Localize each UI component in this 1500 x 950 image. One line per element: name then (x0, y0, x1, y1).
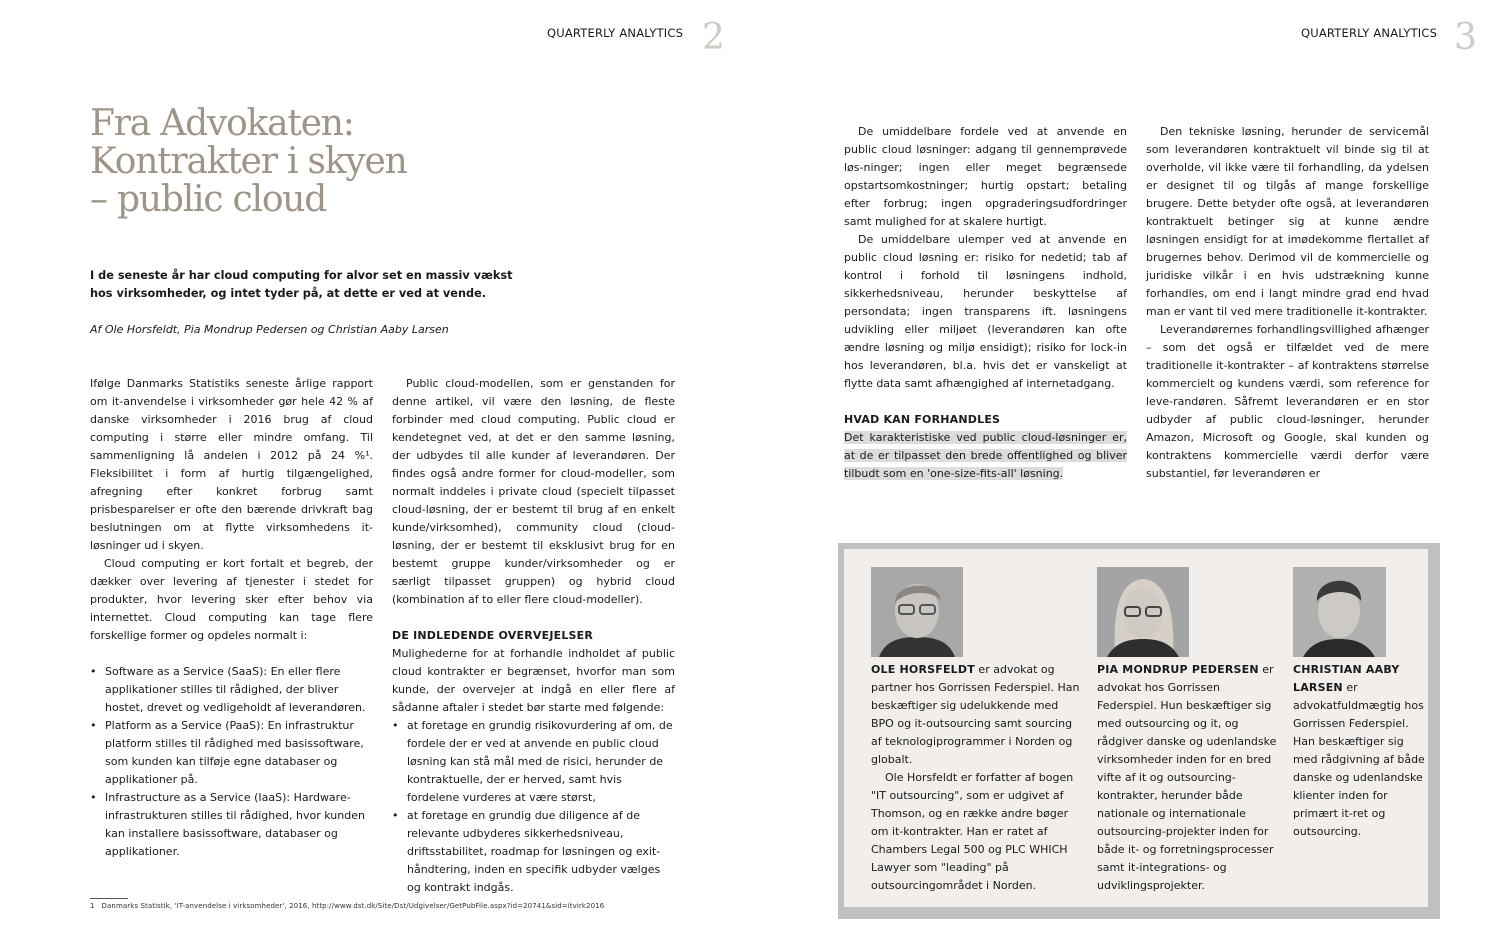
author-name: CHRISTIAN AABY LARSEN (1293, 663, 1400, 694)
author-bio-pia-mondrup-pedersen (1097, 661, 1282, 895)
paragraph: Mulighederne for at forhandle indholdet af public cloud kontrakter er begrænset, hvorfor man som kunde, der overvejer at indgå en eller flere af sådanne aftaler i stedet bør starte med følgende: (392, 647, 675, 714)
considerations-list (392, 717, 675, 897)
running-head-right: QUARTERLY ANALYTICS (1301, 26, 1438, 40)
author-photo-christian-aaby-larsen (1293, 567, 1386, 657)
section-heading: HVAD KAN FORHANDLES (844, 413, 1001, 426)
paragraph: De umiddelbare fordele ved at anvende en public cloud løsninger: adgang til gennemprøvede løs-ninger; ingen eller meget begrænsede opstartsomkostninger; hurtig opstart; betaling efter forbrug; ingen opgraderingsudfordringer samt mulighed for at skalere hurtigt. (844, 125, 1127, 228)
portrait-icon (871, 567, 963, 657)
left-column-1 (90, 375, 373, 861)
list-item: • Software as a Service (SaaS): En eller flere applikationer stilles til rådighed, der bliver hostet, drevet og vedligeholdt af leverandøren. (90, 663, 373, 717)
list-item: • at foretage en grundig due diligence af de relevante udbyderes sikkerhedsniveau, driftsstabilitet, roadmap for løsningen og exit-håndtering, inden en specifik udbyder vælges og kontrakt indgås. (392, 807, 675, 897)
title-line-2: Kontrakter i skyen (90, 141, 407, 182)
right-column-2 (1146, 123, 1429, 483)
portrait-icon (1097, 567, 1189, 657)
paragraph: De umiddelbare ulemper ved at anvende en public cloud løsning er: risiko for nedetid; tab af kontrol i forhold til løsningens indhold, sikkerhedsniveau, herunder beskyttelse af persondata; ingen transparens ift. løsningens udvikling eller miljøet (leverandøren kan ofte ændre løsning og miljø ensidigt); risiko for lock-in hos leverandøren, bl.a. hvis det er vanskeligt at flytte data samt afhængighed af internetadgang. (844, 233, 1127, 390)
title-line-3: – public cloud (90, 179, 327, 220)
text-highlight: Det karakteristiske ved public cloud-løsninger er, at de er tilpasset den brede offentlighed og bliver tilbudt som en 'one-size-fits-all' løsning. (844, 431, 1127, 480)
paragraph: Public cloud-modellen, som er genstanden for denne artikel, vil være den løsning, de fleste forbinder med cloud computing. Public cloud er kendetegnet ved, at det er den samme løsning, der udbydes til alle kunder af leverandøren. Der findes også andre former for cloud-modeller, som normalt inddeles i private cloud (specielt tilpasset cloud-løsning, der er bestemt til brug af en enkelt kunde/virksomhed), community cloud (cloud-løsning, der er bestemt til eksklusivt brug for en bestemt gruppe kunder/virksomheder og er særligt tilpasset gruppen) og hybrid cloud (kombination af to eller flere cloud-modeller). (392, 377, 675, 606)
section-heading: DE INDLEDENDE OVERVEJELSER (392, 629, 594, 642)
article-title (90, 105, 590, 219)
running-head-left: QUARTERLY ANALYTICS (547, 26, 684, 40)
highlighted-paragraph (844, 429, 1127, 483)
author-photo-pia-mondrup-pedersen (1097, 567, 1189, 657)
author-bio-text: er advokat og partner hos Gorrissen Federspiel. Han beskæftiger sig udelukkende med BPO og it-outsourcing samt sourcing af teknologiprogrammer i Norden og globalt. (871, 663, 1080, 766)
footnote-rule (90, 898, 128, 899)
author-bio-text: er advokat hos Gorrissen Federspiel. Hun beskæftiger sig med outsourcing og it, og rådgiver danske og udenlandske virksomheder inden for en bred vifte af it og outsourcing-kontrakter, herunder både nationale og internationale outsourcing-projekter inden for både it- og forretningsprocesser samt it-integrations- og udviklingsprojekter. (1097, 663, 1277, 892)
article-byline: Af Ole Horsfeldt, Pia Mondrup Pedersen og Christian Aaby Larsen (90, 323, 449, 336)
author-bio-text: Ole Horsfeldt er forfatter af bogen "IT outsourcing", som er udgivet af Thomson, og en række andre bøger om it-kontrakter. Han er ratet af Chambers Legal 500 og PLC WHICH Lawyer som "leading" på outsourcingområdet i Norden. (871, 771, 1074, 892)
page-number-right: 3 (1454, 17, 1477, 58)
paragraph: Leverandørernes forhandlingsvillighed afhænger – som det også er tilfældet ved de mere traditionelle it-kontrakter – af kontraktens størrelse kommercielt og kundens værdi, som reference for leve-randøren. Såfremt leverandøren er en stor udbyder af public cloud-løsninger, herunder Amazon, Microsoft og Google, skal kunden og kontraktens kommercielle værdi derfor være substantiel, før leverandøren er (1146, 323, 1429, 480)
article-lede: I de seneste år har cloud computing for alvor set en massiv vækst hos virksomheder, og intet tyder på, at dette er ved at vende. (90, 269, 513, 300)
paragraph: Ifølge Danmarks Statistiks seneste årlige rapport om it-anvendelse i virksomheder gør hele 42 % af danske virksomheder i 2016 brug af cloud computing i større eller mindre omfang. Til sammenligning lå andelen i 2012 på 24 %¹. Fleksibilitet i form af hurtig tilgængelighed, afregning efter konkret forbrug samt prisbesparelser er ofte den bærende drivkraft bag beslutningen om at flytte virksomhedens it-løsninger ud i skyen. (90, 377, 373, 552)
author-bio-text: er advokatfuldmægtig hos Gorrissen Federspiel. Han beskæftiger sig med rådgivning af både danske og udenlandske klienter inden for primært it-ret og outsourcing. (1293, 681, 1425, 838)
footnote: 1 Danmarks Statistik, 'IT-anvendelse i virksomheder', 2016, http://www.dst.dk/Site/Dst/Udgivelser/GetPubFile.aspx?id=20741&sid=itvirk2016 (90, 902, 605, 910)
author-name: OLE HORSFELDT (871, 663, 975, 676)
right-column-1 (844, 123, 1127, 483)
list-item: • Platform as a Service (PaaS): En infrastruktur platform stilles til rådighed med basissoftware, som kunden kan tilføje egne databaser og applikationer på. (90, 717, 373, 789)
title-line-1: Fra Advokaten: (90, 103, 354, 144)
paragraph: Den tekniske løsning, herunder de servicemål som leverandøren kontraktuelt vil binde sig til at overholde, vil ikke være til forhandling, da ydelsen er designet til og tilgås af mange forskellige brugere. Dette betyder ofte også, at leverandøren kontraktuelt betinger sig at kunne ændre løsningen ensidigt for at imødekomme flertallet af brugernes behov. Derimod vil de kommercielle og juridiske vilkår i en hvis udstrækning kunne forhandles, om end i langt mindre grad end hvad man er vant til ved mere traditionelle it-kontrakter. (1146, 125, 1429, 318)
author-name: PIA MONDRUP PEDERSEN (1097, 663, 1259, 676)
left-column-2 (392, 375, 675, 897)
service-models-list (90, 663, 373, 861)
author-bio-ole-horsfeldt (871, 661, 1081, 895)
paragraph: Cloud computing er kort fortalt et begreb, der dækker over levering af tjenester i stedet for produkter, hvor levering sker efter behov via internettet. Cloud computing kan tage flere forskellige former og opdeles normalt i: (90, 557, 373, 642)
author-bio-christian-aaby-larsen (1293, 661, 1425, 841)
list-item: • Infrastructure as a Service (IaaS): Hardware-infrastrukturen stilles til rådighed, hvor kunden kan installere basissoftware, databaser og applikationer. (90, 789, 373, 861)
portrait-icon (1293, 567, 1386, 657)
page-number-left: 2 (702, 17, 725, 58)
list-item: • at foretage en grundig risikovurdering af om, de fordele der er ved at anvende en public cloud løsning kan stå mål med de risici, herunder de kontraktuelle, der er herved, samt hvis fordelene vurderes at være størst, (392, 717, 675, 807)
author-photo-ole-horsfeldt (871, 567, 963, 657)
